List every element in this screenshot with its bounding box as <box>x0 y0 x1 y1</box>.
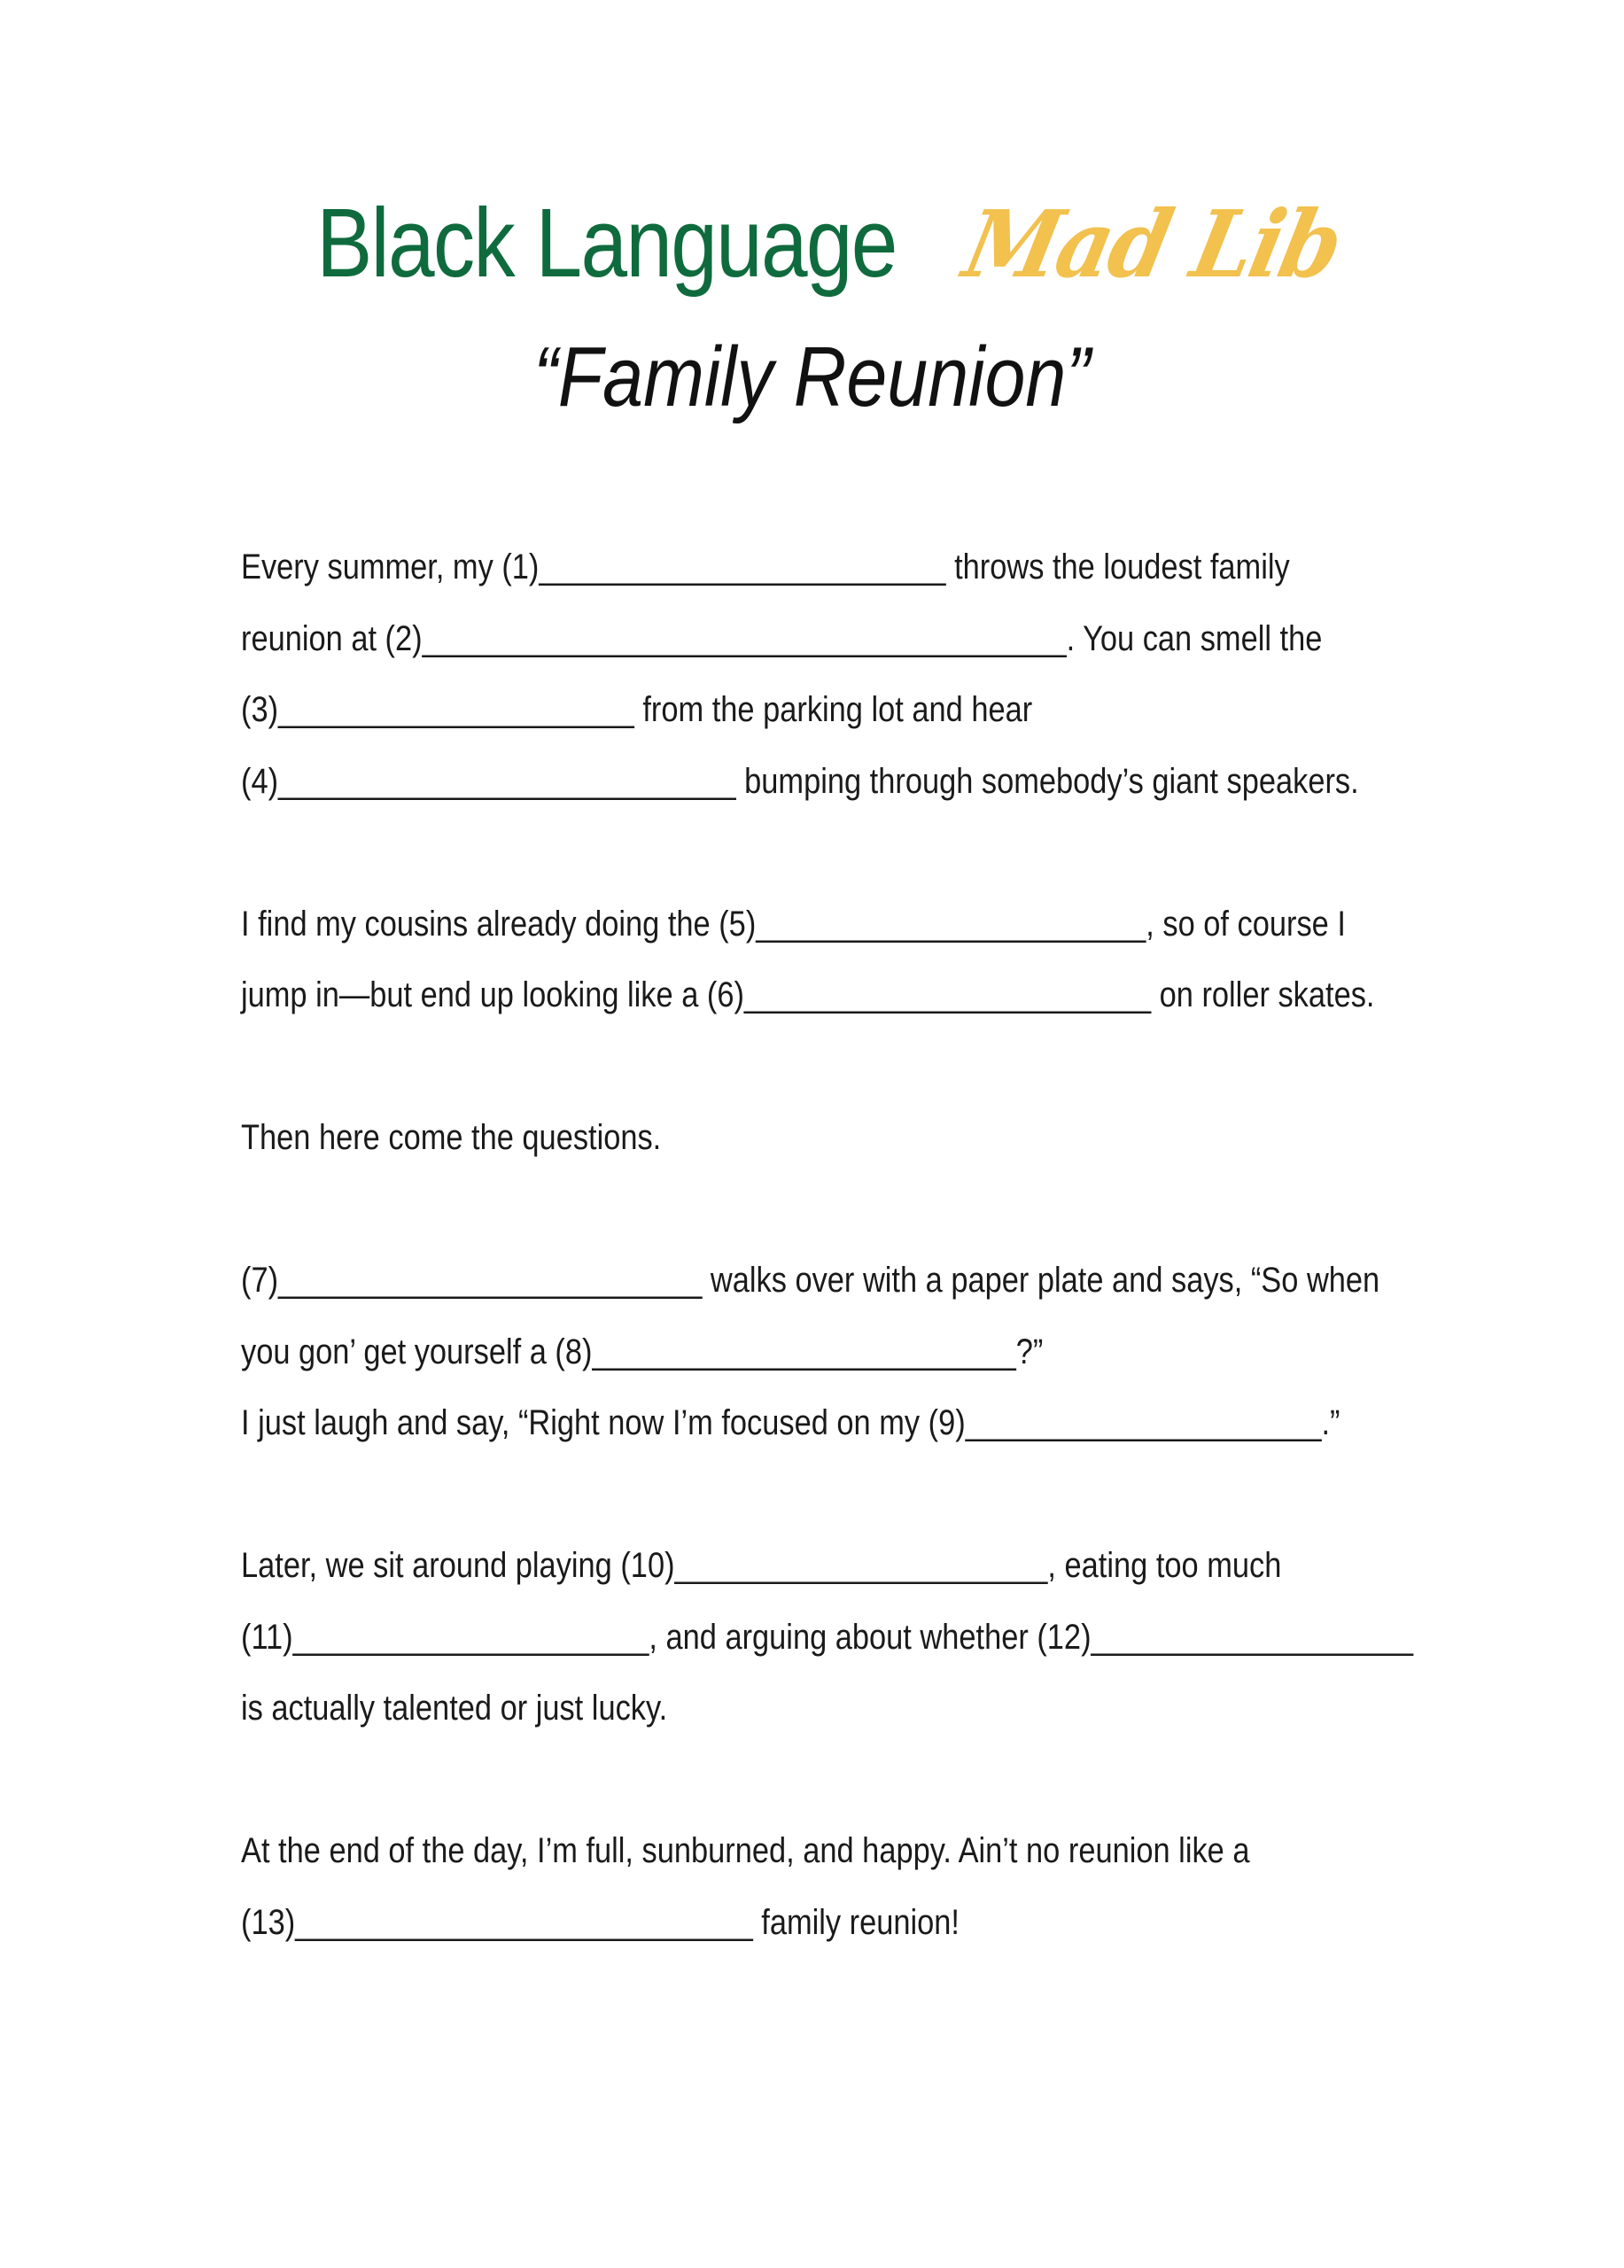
story-line: reunion at (2)______________________________________. You can smell the <box>241 618 1323 658</box>
paragraph-2 <box>241 889 1464 1031</box>
paragraph-spacer <box>241 1031 1464 1103</box>
paragraph-spacer <box>241 817 1464 889</box>
page-title <box>0 189 1624 299</box>
story-body <box>241 532 1464 1958</box>
paragraph-5 <box>241 1530 1464 1744</box>
paragraph-1 <box>241 532 1464 817</box>
title-main-text: Black Language <box>316 189 897 298</box>
paragraph-3 <box>241 1102 1464 1174</box>
story-line: I find my cousins already doing the (5)_______________________, so of course I <box>241 904 1346 944</box>
story-line: you gon’ get yourself a (8)_________________________?” <box>241 1332 1044 1371</box>
story-line: jump in—but end up looking like a (6)________________________ on roller skates. <box>241 975 1375 1014</box>
title-script-text: Mad Lib <box>955 190 1350 299</box>
paragraph-4 <box>241 1245 1464 1459</box>
story-line: (11)_____________________, and arguing about whether (12)___________________ <box>241 1617 1414 1657</box>
paragraph-spacer <box>241 1744 1464 1816</box>
story-line: Every summer, my (1)________________________ throws the loudest family <box>241 548 1290 586</box>
paragraph-spacer <box>241 1459 1464 1531</box>
story-line: At the end of the day, I’m full, sunburned, and happy. Ain’t no reunion like a <box>241 1831 1250 1870</box>
story-line: (4)___________________________ bumping through somebody’s giant speakers. <box>241 761 1359 801</box>
story-line: (13)___________________________ family reunion! <box>241 1902 960 1942</box>
story-line: Later, we sit around playing (10)______________________, eating too much <box>241 1546 1282 1585</box>
story-line: (7)_________________________ walks over with a paper plate and says, “So when <box>241 1261 1380 1300</box>
paragraph-spacer <box>241 1174 1464 1246</box>
story-line: Then here come the questions. <box>241 1118 662 1157</box>
paragraph-6 <box>241 1815 1464 1958</box>
story-line: is actually talented or just lucky. <box>241 1689 668 1728</box>
page-subtitle: “Family Reunion” <box>533 330 1091 424</box>
story-line: (3)_____________________ from the parking lot and hear <box>241 690 1033 729</box>
story-line: I just laugh and say, “Right now I’m focused on my (9)_____________________.” <box>241 1403 1340 1442</box>
